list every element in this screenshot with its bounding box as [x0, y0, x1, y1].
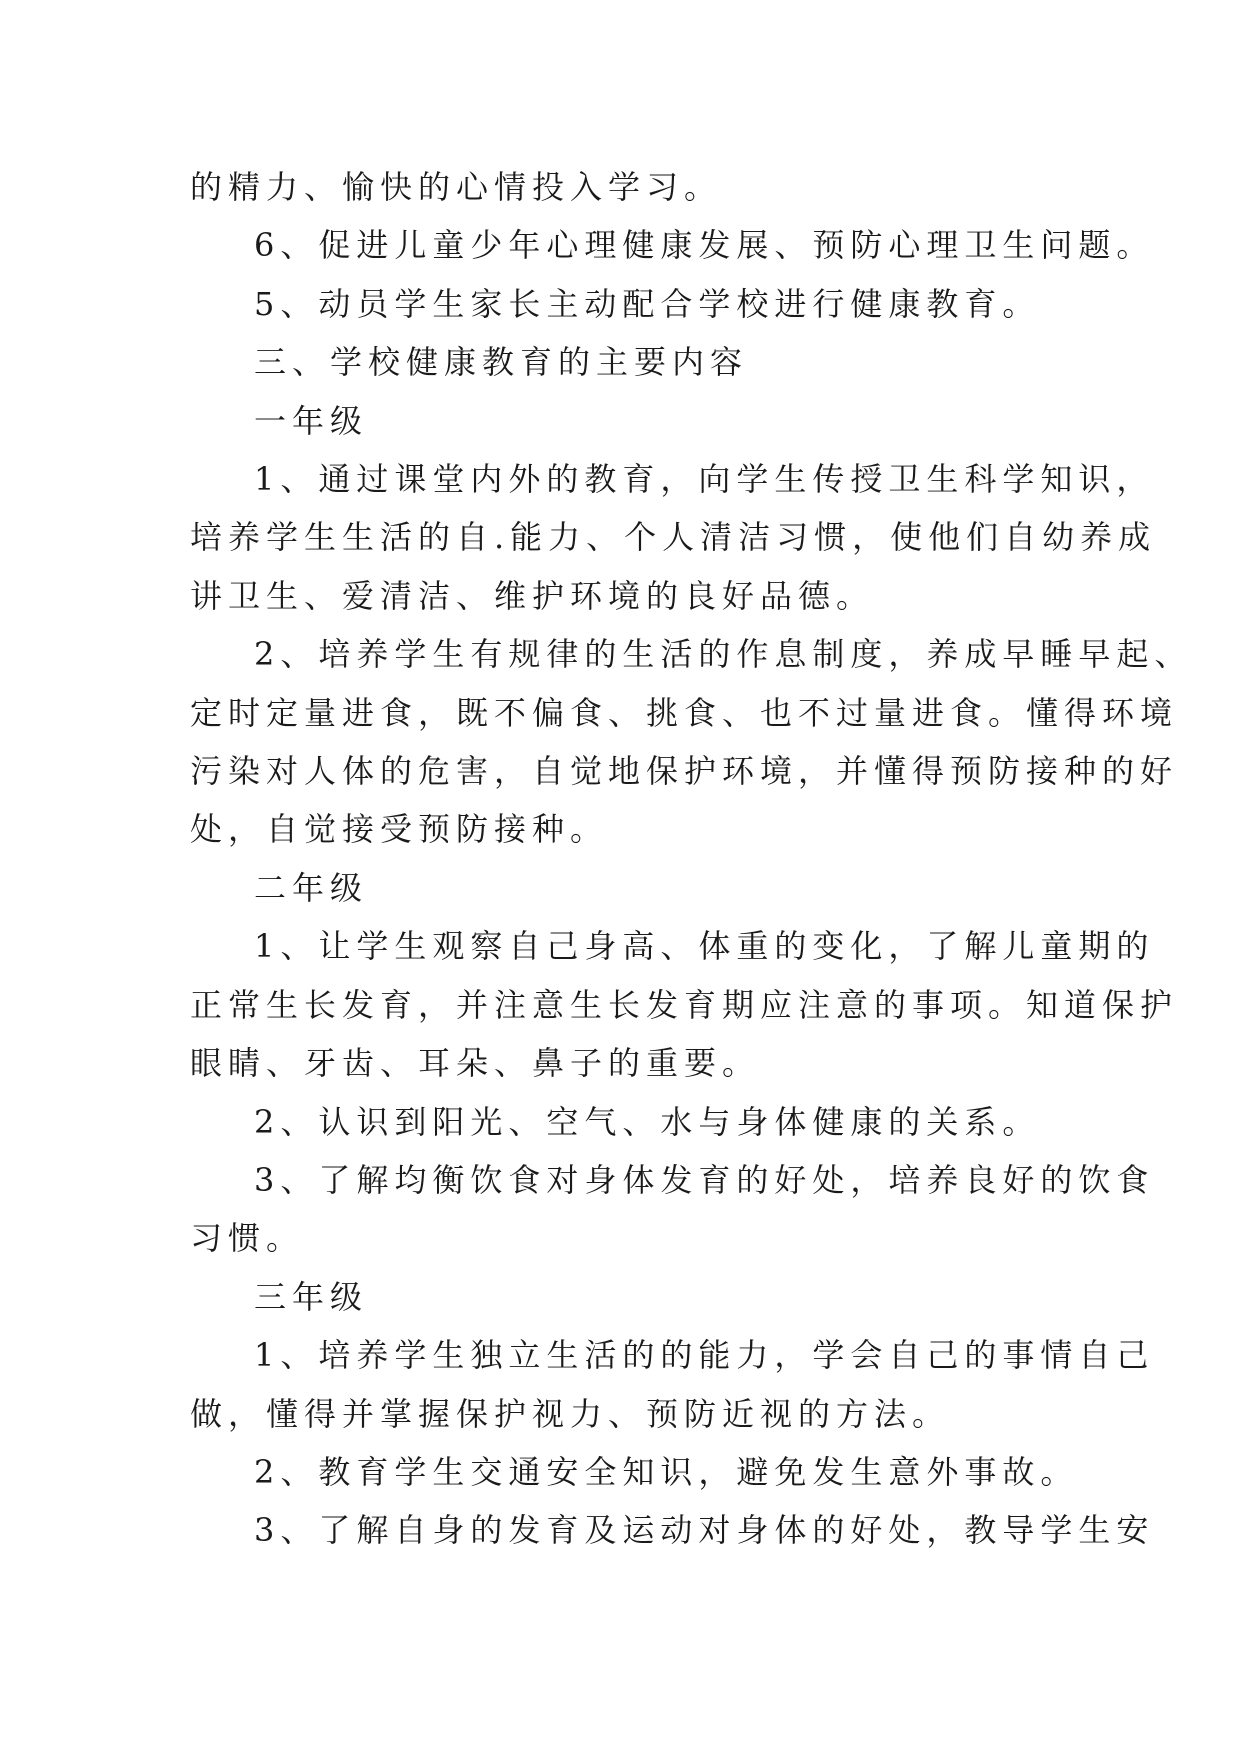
text-line: 习惯。 — [190, 1219, 305, 1258]
text-line: 1、通过课堂内外的教育，向学生传授卫生科学知识， — [254, 460, 1155, 499]
text-line: 5、动员学生家长主动配合学校进行健康教育。 — [254, 284, 1041, 323]
text-line: 的精力、愉快的心情投入学习。 — [190, 168, 723, 206]
text-line: 处，自觉接受预防接种。 — [190, 810, 609, 849]
grade-heading: 三年级 — [254, 1277, 369, 1316]
grade-heading: 二年级 — [254, 868, 369, 907]
text-line: 6、促进儿童少年心理健康发展、预防心理卫生问题。 — [254, 226, 1155, 265]
document-body — [190, 158, 1193, 1560]
text-line: 讲卫生、爱清洁、维护环境的良好品德。 — [190, 576, 875, 615]
text-line: 污染对人体的危害，自觉地保护环境，并懂得预防接种的好 — [190, 752, 1179, 791]
text-line: 1、让学生观察自己身高、体重的变化，了解儿童期的 — [254, 927, 1155, 966]
text-line: 培养学生生活的自.能力、个人清洁习惯，使他们自幼养成 — [190, 518, 1157, 557]
text-line: 1、培养学生独立生活的的能力，学会自己的事情自己 — [254, 1336, 1155, 1375]
grade-heading: 一年级 — [254, 401, 369, 440]
text-line: 正常生长发育，并注意生长发育期应注意的事项。知道保护 — [190, 985, 1179, 1024]
section-heading: 三、学校健康教育的主要内容 — [254, 343, 749, 382]
text-line: 3、了解自身的发育及运动对身体的好处，教导学生安 — [254, 1511, 1155, 1550]
text-line: 眼睛、牙齿、耳朵、鼻子的重要。 — [190, 1044, 761, 1083]
text-line: 定时定量进食，既不偏食、挑食、也不过量进食。懂得环境 — [190, 693, 1179, 732]
text-line: 3、了解均衡饮食对身体发育的好处，培养良好的饮食 — [254, 1160, 1155, 1199]
text-line: 2、培养学生有规律的生活的作息制度，养成早睡早起、 — [254, 635, 1193, 674]
text-line: 做，懂得并掌握保护视力、预防近视的方法。 — [190, 1394, 951, 1433]
text-line: 2、认识到阳光、空气、水与身体健康的关系。 — [254, 1102, 1041, 1141]
text-line: 2、教育学生交通安全知识，避免发生意外事故。 — [254, 1452, 1079, 1491]
